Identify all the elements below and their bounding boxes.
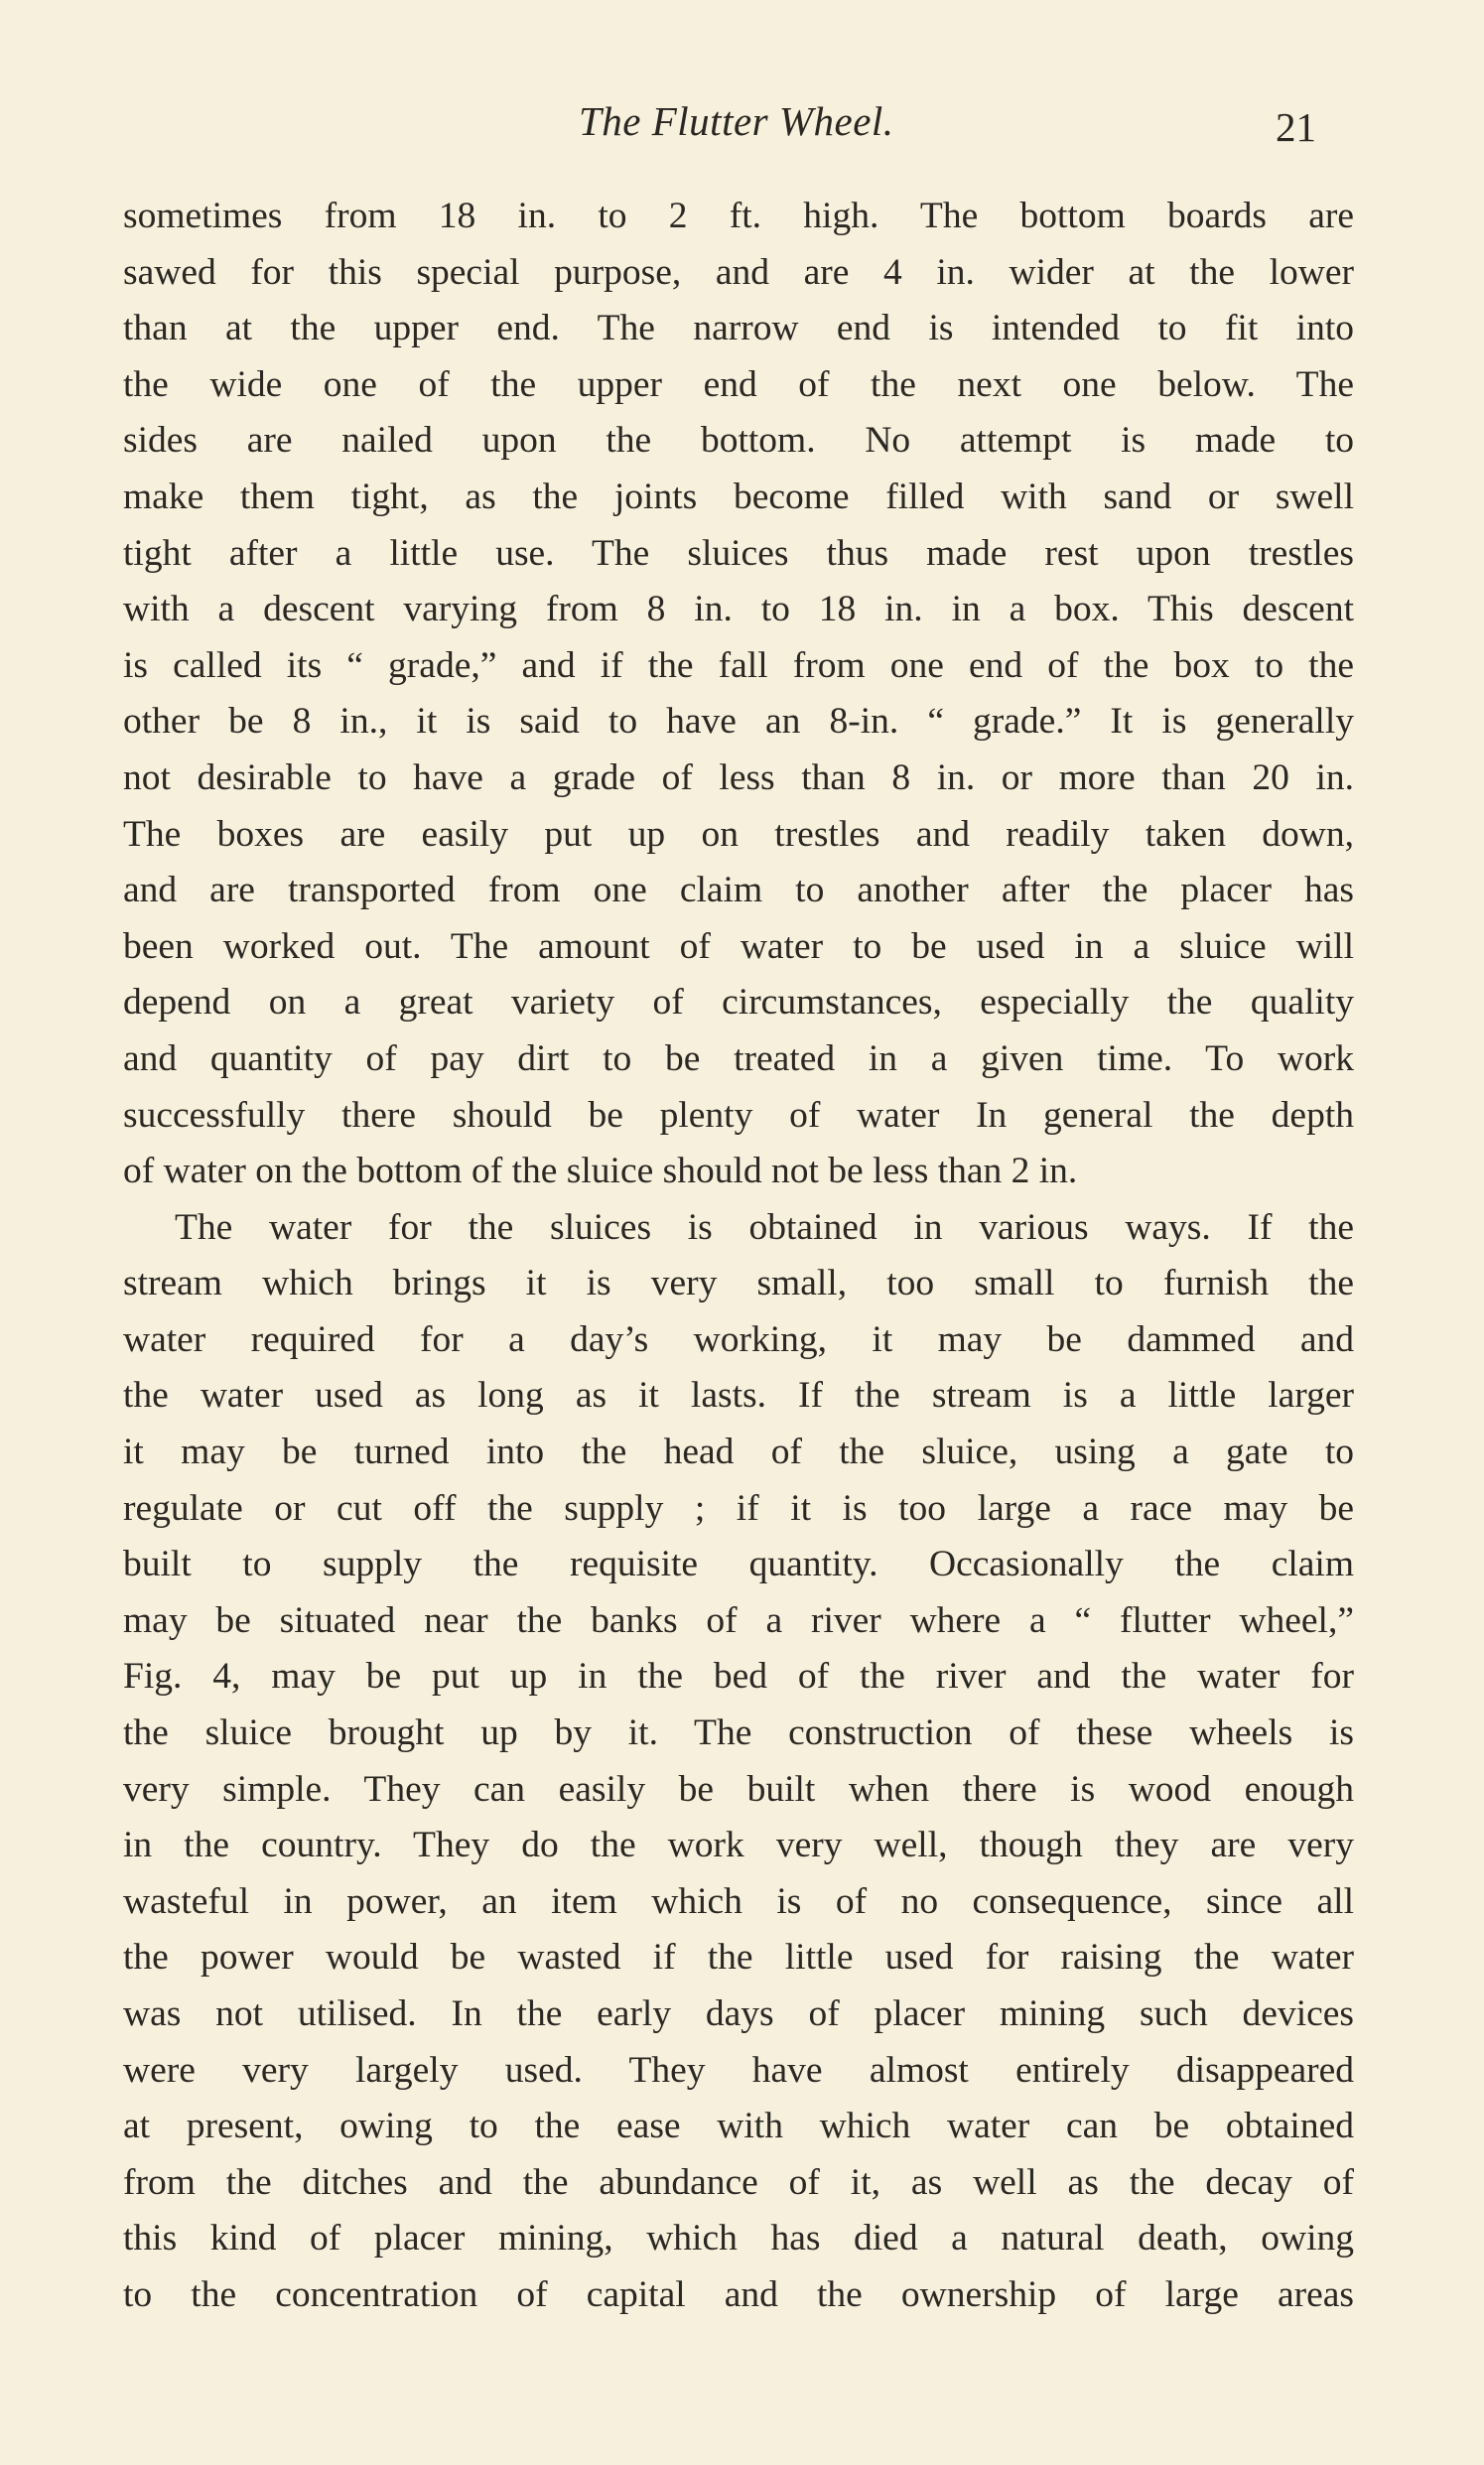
text-line: The water for the sluices is obtained in various ways. If the <box>175 1206 1354 1248</box>
text-line: regulate or cut off the supply ; if it is too large a race may be <box>123 1487 1354 1529</box>
text-line: this kind of placer mining, which has died a natural death, owing <box>123 2218 1354 2260</box>
text-line: of water on the bottom of the sluice should not be less than 2 in. <box>123 1151 1078 1192</box>
text-line: and quantity of pay dirt to be treated in a given time. To work <box>123 1037 1354 1079</box>
text-line: may be situated near the banks of a river where a “ flutter wheel,” <box>123 1599 1354 1641</box>
running-title: The Flutter Wheel. <box>579 98 894 144</box>
text-line: built to supply the requisite quantity. Occasionally the claim <box>123 1544 1354 1585</box>
text-line: sawed for this special purpose, and are 4 in. wider at the lower <box>123 251 1354 293</box>
page-number: 21 <box>1276 104 1316 150</box>
text-line: The boxes are easily put up on trestles and readily taken down, <box>123 813 1354 855</box>
text-line: the water used as long as it lasts. If the stream is a little larger <box>123 1375 1354 1417</box>
text-line: very simple. They can easily be built when there is wood enough <box>123 1768 1354 1810</box>
text-line: wasteful in power, an item which is of no consequence, since all <box>123 1880 1354 1922</box>
text-line: make them tight, as the joints become filled with sand or swell <box>123 476 1354 517</box>
text-line: at present, owing to the ease with which water can be obtained <box>123 2106 1354 2147</box>
text-line: to the concentration of capital and the ownership of large areas <box>123 2273 1354 2315</box>
text-line: the sluice brought up by it. The construction of these wheels is <box>123 1712 1354 1754</box>
text-line: with a descent varying from 8 in. to 18 in. in a box. This descent <box>123 589 1354 630</box>
text-line: sides are nailed upon the bottom. No attempt is made to <box>123 420 1354 462</box>
text-line: stream which brings it is very small, too small to furnish the <box>123 1263 1354 1304</box>
text-line: was not utilised. In the early days of placer mining such devices <box>123 1993 1354 2034</box>
body-text <box>123 189 1354 2324</box>
text-line: successfully there should be plenty of water In general the depth <box>123 1094 1354 1136</box>
text-line: been worked out. The amount of water to be used in a sluice will <box>123 925 1354 967</box>
text-line: is called its “ grade,” and if the fall from one end of the box to the <box>123 644 1354 686</box>
text-line: in the country. They do the work very well, though they are very <box>123 1825 1354 1866</box>
text-line: from the ditches and the abundance of it, as well as the decay of <box>123 2161 1354 2203</box>
text-line: depend on a great variety of circumstances, especially the quality <box>123 982 1354 1024</box>
text-line: sometimes from 18 in. to 2 ft. high. The bottom boards are <box>123 196 1354 236</box>
text-line: Fig. 4, may be put up in the bed of the river and the water for <box>123 1656 1354 1698</box>
running-head <box>0 97 1484 157</box>
text-line: and are transported from one claim to another after the placer has <box>123 870 1354 911</box>
text-line: the wide one of the upper end of the next one below. The <box>123 363 1354 405</box>
text-line: tight after a little use. The sluices thus made rest upon trestles <box>123 532 1354 574</box>
text-line: other be 8 in., it is said to have an 8-in. “ grade.” It is generally <box>123 701 1354 743</box>
text-line: water required for a day’s working, it may be dammed and <box>123 1318 1354 1360</box>
text-line: were very largely used. They have almost entirely disappeared <box>123 2049 1354 2091</box>
text-line: than at the upper end. The narrow end is intended to fit into <box>123 308 1354 349</box>
text-line: it may be turned into the head of the sluice, using a gate to <box>123 1432 1354 1473</box>
text-line: the power would be wasted if the little used for raising the water <box>123 1937 1354 1979</box>
text-line: not desirable to have a grade of less than 8 in. or more than 20 in. <box>123 756 1354 798</box>
